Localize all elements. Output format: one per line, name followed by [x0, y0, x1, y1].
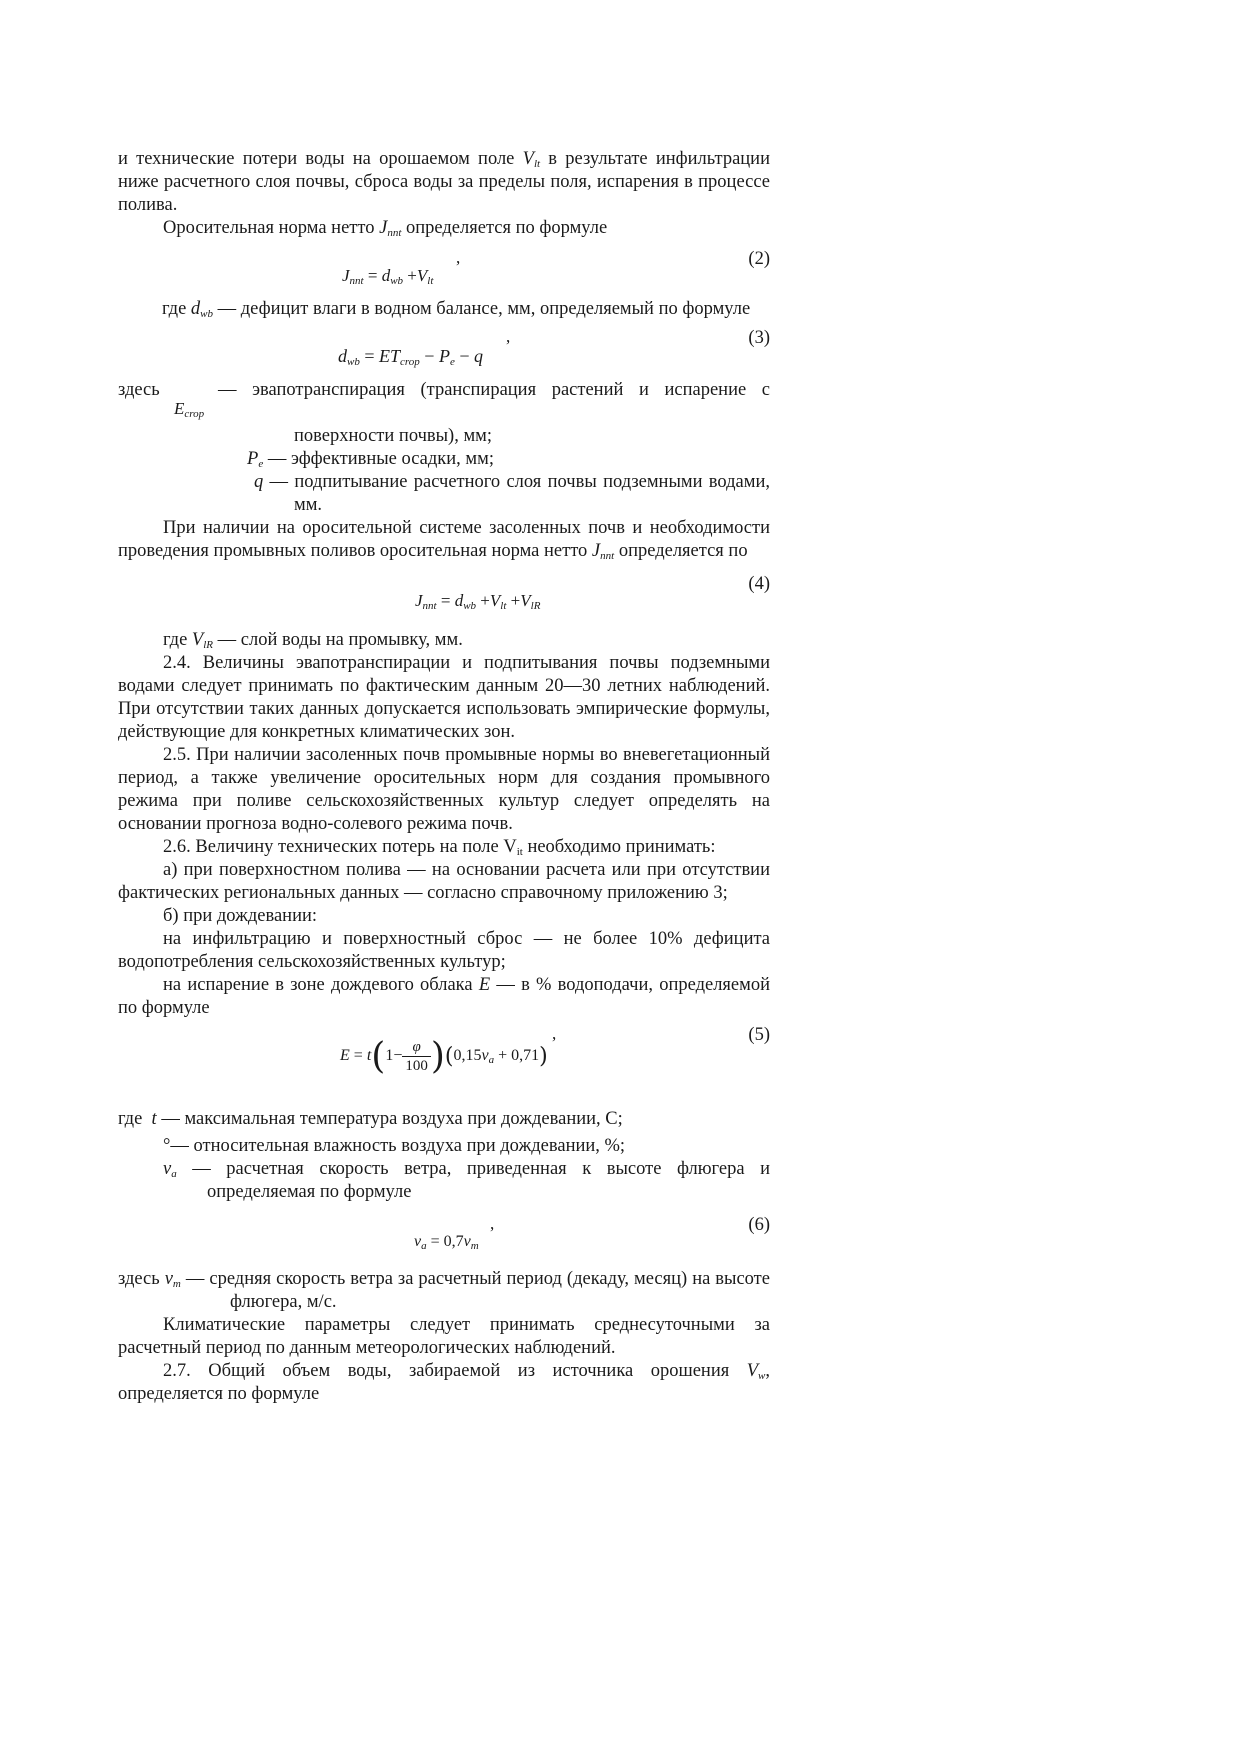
- paragraph-2-6-b: б) при дождевании:: [163, 906, 318, 926]
- here-ecrop-continuation: поверхности почвы), мм;: [294, 426, 493, 446]
- equation-5-formula: E = t(1− $\frac{\varphi}{100}$ )$(0,15v_a + 0,71)$: [340, 1036, 548, 1077]
- equation-2-formula: $J_{nnt} = d_{wb} +V_{lt}$: [342, 266, 434, 287]
- q-line: q — подпитывание расчетного слоя почвы подземными водами, мм.: [254, 472, 770, 515]
- equation-6-comma: ,: [490, 1214, 495, 1233]
- paragraph-2-4: 2.4. Величины эвапотранспирации и подпитывания почвы подземными водами следует принимать по фактическим данным 20—30 летних наблюдений. При отсутствии таких данных допускается использовать эмпирические формулы, действующие для конкретных климатических зон.: [118, 653, 770, 742]
- phi-line: °— относительная влажность воздуха при дождевании, %;: [163, 1136, 626, 1156]
- equation-3-number: (3): [748, 328, 770, 348]
- paragraph-irrigation-norm: Оросительная норма нетто $J_{nnt}$ определяется по формуле: [163, 218, 608, 239]
- paragraph-2-7: 2.7. Общий объем воды, забираемой из источника орошения $V_w$, определяется по формуле: [118, 1361, 770, 1404]
- equation-2-comma: ,: [456, 248, 461, 267]
- pe-line: $P_e$ — эффективные осадки, мм;: [247, 449, 494, 470]
- paragraph-climate: Климатические параметры следует принимать среднесуточными за расчетный период по данным метеорологических наблюдений.: [118, 1315, 770, 1358]
- where-vlr: где $V_{lR}$ — слой воды на промывку, мм.: [163, 630, 463, 651]
- document-page: [118, 148, 770, 1406]
- equation-3-formula: $d_{wb} = ET_{crop} - P_e - q$: [338, 346, 483, 368]
- equation-4: [118, 563, 770, 629]
- equation-2: [118, 240, 770, 298]
- paragraph-2-6-c: на инфильтрацию и поверхностный сброс — не более 10% дефицита водопотребления сельскохозяйственных культур;: [118, 929, 770, 972]
- equation-3-comma: ,: [506, 327, 511, 346]
- where-dwb: где $d_{wb}$ — дефицит влаги в водном балансе, мм, определяемый по формуле: [162, 299, 751, 320]
- equation-4-number: (4): [748, 574, 770, 594]
- equation-5-fraction: $\frac{\varphi}{100}$: [402, 1038, 431, 1075]
- equation-5-number: (5): [748, 1025, 770, 1045]
- paragraph-2-6-a: а) при поверхностном полива — на основании расчета или при отсутствии фактических региональных данных — согласно справочному приложению 3;: [118, 860, 770, 903]
- where-t: где t — максимальная температура воздуха при дождевании, С;: [118, 1109, 623, 1129]
- equation-4-formula: $J_{nnt} = d_{wb} +V_{lt} +V_{lR}$: [415, 591, 541, 612]
- paragraph-saline-soils: При наличии на оросительной системе засоленных почв и необходимости проведения промывных поливов оросительная норма нетто $J_{nnt}$ определяется по: [118, 518, 770, 562]
- equation-6-number: (6): [748, 1215, 770, 1235]
- here-ecrop-tail: — эвапотранспирация (транспирация растений и испарение с: [218, 380, 770, 400]
- equation-5-comma: ,: [552, 1024, 557, 1043]
- paragraph-2-6: 2.6. Величину технических потерь на поле $V_{it}$ необходимо принимать:: [163, 837, 716, 858]
- equation-6: [118, 1204, 770, 1268]
- va-line: $v_a$ — расчетная скорость ветра, приведенная к высоте флюгера и определяемая по формуле: [163, 1159, 770, 1202]
- ecrop-symbol: $E_{crop}$: [174, 399, 205, 420]
- here-vm: здесь $v_m$ — средняя скорость ветра за расчетный период (декаду, месяц) на высоте флюгера, м/с.: [118, 1269, 770, 1312]
- here-ecrop: [118, 379, 770, 425]
- equation-6-formula: $v_a = 0,7v_m$: [414, 1233, 479, 1252]
- paragraph-technical-losses: и технические потери воды на орошаемом поле $V_{lt}$ в результате инфильтрации ниже расчетного слоя почвы, сброса воды за пределы поля, испарения в процессе полива.: [118, 149, 770, 215]
- paragraph-2-5: 2.5. При наличии засоленных почв промывные нормы во вневегетационный период, а также увеличение оросительных норм для создания промывного режима при поливе сельскохозяйственных культур следует определять на основании прогноза водно-солевого режима почв.: [118, 745, 770, 834]
- paragraph-2-6-d: на испарение в зоне дождевого облака E — в % водоподачи, определяемой по формуле: [118, 975, 770, 1018]
- equation-5: [118, 1020, 770, 1106]
- equation-3: [118, 321, 770, 379]
- equation-2-number: (2): [748, 249, 770, 269]
- here-ecrop-lead: здесь: [118, 380, 160, 400]
